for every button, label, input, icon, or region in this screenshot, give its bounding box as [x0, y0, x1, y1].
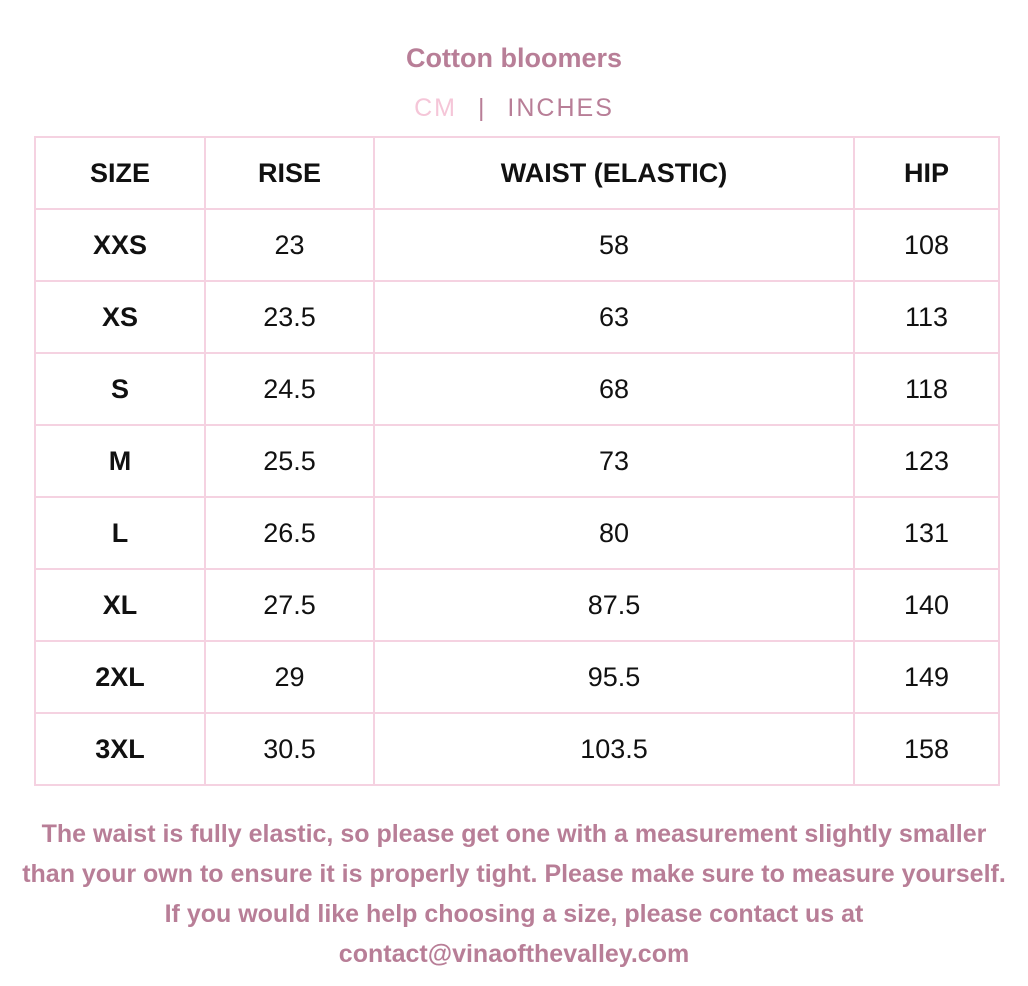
size-chart-table	[34, 136, 1000, 786]
waist-cell: 87.5	[374, 569, 854, 641]
size-cell: M	[35, 425, 205, 497]
header-hip: HIP	[854, 137, 999, 209]
rise-cell: 26.5	[205, 497, 374, 569]
table-row	[35, 497, 999, 569]
size-cell: L	[35, 497, 205, 569]
table-row	[35, 209, 999, 281]
hip-cell: 158	[854, 713, 999, 785]
table-row	[35, 569, 999, 641]
hip-cell: 123	[854, 425, 999, 497]
size-cell: XS	[35, 281, 205, 353]
waist-cell: 80	[374, 497, 854, 569]
unit-cm-option[interactable]: CM	[414, 94, 457, 122]
header-size: SIZE	[35, 137, 205, 209]
hip-cell: 108	[854, 209, 999, 281]
header-waist: WAIST (ELASTIC)	[374, 137, 854, 209]
waist-cell: 58	[374, 209, 854, 281]
rise-cell: 24.5	[205, 353, 374, 425]
table-row	[35, 353, 999, 425]
waist-cell: 103.5	[374, 713, 854, 785]
waist-cell: 63	[374, 281, 854, 353]
unit-separator: |	[477, 94, 487, 122]
page-title: Cotton bloomers	[406, 43, 622, 73]
header-rise: RISE	[205, 137, 374, 209]
table-row	[35, 713, 999, 785]
unit-toggle	[0, 92, 1028, 124]
hip-cell: 113	[854, 281, 999, 353]
rise-cell: 29	[205, 641, 374, 713]
waist-cell: 95.5	[374, 641, 854, 713]
table-header-row	[35, 137, 999, 209]
hip-cell: 131	[854, 497, 999, 569]
waist-cell: 73	[374, 425, 854, 497]
table-row	[35, 425, 999, 497]
size-cell: S	[35, 353, 205, 425]
rise-cell: 27.5	[205, 569, 374, 641]
size-cell: XXS	[35, 209, 205, 281]
table-row	[35, 641, 999, 713]
size-cell: 3XL	[35, 713, 205, 785]
sizing-note: The waist is fully elastic, so please get one with a measurement slightly smaller than your own to ensure it is properly tight. Please make sure to measure yourself. If you would like help choosing a size, please contact us at contact@vinaofthevalley.com	[22, 820, 1006, 968]
rise-cell: 23.5	[205, 281, 374, 353]
unit-inches-option[interactable]: INCHES	[507, 94, 614, 122]
rise-cell: 30.5	[205, 713, 374, 785]
size-cell: 2XL	[35, 641, 205, 713]
hip-cell: 149	[854, 641, 999, 713]
size-cell: XL	[35, 569, 205, 641]
table-row	[35, 281, 999, 353]
waist-cell: 68	[374, 353, 854, 425]
hip-cell: 118	[854, 353, 999, 425]
hip-cell: 140	[854, 569, 999, 641]
rise-cell: 25.5	[205, 425, 374, 497]
rise-cell: 23	[205, 209, 374, 281]
